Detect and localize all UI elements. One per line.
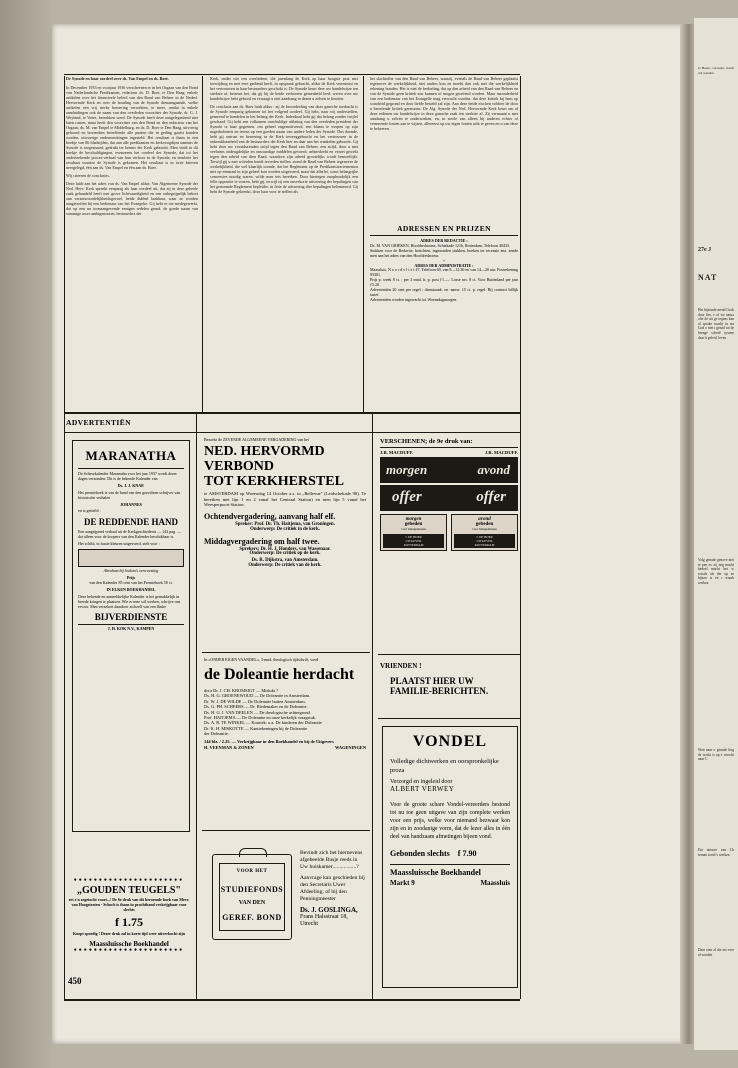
ad-afternoon-speaker-2: Ds. R. Dijkstra, van Amsterdam. <box>251 558 319 564</box>
cover-line-1: avond <box>478 517 491 522</box>
ad-shop: Maassluissche Boekhandel <box>390 868 481 877</box>
cover-line-1: morgen <box>405 517 422 522</box>
divider <box>370 235 518 236</box>
ad-line-2: PLAATST HIER UW <box>390 676 474 686</box>
paragraph: Kerk, onder wie een overledene, die jarenlang de Kerk op haar hoogste post met toewijding en met eere gediend heeft, in opspraak gebracht, aldus de Kerk verontrust en het vertrouwen in haar bestuurders geschokt is. De Synode keurt dere uw handelwijze ten sterkste af, betreurt het, dat gij bij de beide verhooren gemeubeld leed: weren over uw handelwijze hebt gebood en verraagt u niet aandrang in dezen u zelven te herzien. <box>210 76 358 101</box>
ad-vrienden[interactable] <box>380 662 518 696</box>
cover-imprint-2: UITGEVER <box>405 539 422 543</box>
ad-macduff[interactable] <box>380 438 518 551</box>
paragraph: De conclusie aan ds. Boer luidt aldus : zij de beoordeeling van deze ganeche toedracht is de Synode eenparig gekomen tot het volgend oordeel. Gij hebt, naar wij onderstellen, gemeend te handelen in het belang der Kerk. Inderdaad hebt gij dat belang zonder twijfel geschaad. Gij hebt een volkomen onschuldige uitlating van den overleden president der Synode te haar gegrenen, om geheel ongemotiveerd, een blaam te werpen op zijn nagedachtenis en terens op een goeden naam van andere leden der Synode. Dus doende, hebt gij ontrust en beroering in de Kerk teweeggebracht en het vertrouwen in de onkreukbaarheid van de bestuurders der Kerk hier en daar aan het wankelen gebracht. Gij hebt door uw voortdurenden strijd tegen den Raad van Beheer, een strijd, door u met veelaims ondeugdelijke en onwaardige middelen gevoerd, aehterdoeht en verzet gewekt tegen den arbeid van dien Raad, waardoor zijn arbeid grootelijks wordt bemoeilijkt. Terwijl gij u met wöórden kondt tevreden stellen, stond de Raad van Beheer tegenover de werkelijkheid, die wel klaarlijk toonde, dat het Reglement op de Predikantstractementen niet op eenmaal in zijn geheel kon worden uitgevoerd, maar dat allerlei, soms belangrijke conoessies noodig waren, wilde men iets bereiken. Door hiertegen onophoudelijk een felle oppositie te voeren, hebt gij, terwijl zij een onverkorte uitvoering der bepalingen van het genoemde Reglement bepleitbe, in feite de uitvoering dier bepalingen belemmerd. Gij hebt de Synode gekrenkt, door haar voor te stellen als <box>210 104 358 194</box>
facing-headline: NAT <box>698 273 718 282</box>
article-column-3 <box>370 76 518 131</box>
ad-contact-address: Frans Halsstraat 18, Utrecht <box>300 914 348 927</box>
cover-line-2: gebeden <box>475 522 494 527</box>
ad-banner-offer <box>380 485 518 511</box>
paragraph: In December 1935 en voorjaar 1936 verscheenen er in het Orgaan van den Bond van Nederlandsche Predikanten, redacteur ds. D. Boer, te Den Haag, enkele artikelen over het financieele beleid van den Raad van Beheer in de Nederl. Hervormde Kerk en over de houding van de Synode dienaangaande, welke artikelen een vrij sterke beroering verwekten, te meer, omdat in enkele aanduidingen ook de naam van den overleden voorzitter der Synode, dr. G. J. Weyland, te Veere, betrokken werd. De Synode heeft deze aangelegenheid niet laten rusten, maar heeft den voorzitter van den Bond en den redacteur van het Orgaan, ds. M. van Empel te Middelburg, en ds. D. Boer te Den Haag, uitvoerig gehoord en bovendien betreffende alle punten die in geding gaafst konden worden, uitvoerige ondermeokingen ingesteld. Het resultaat is thans in een boekje van 86 bladzijden, dat aan alle predikanten en kerkvoogdijen namens de Synode is toegestuurd, gedrukt ter kennis der Kerk gebracht. Men vindt in dit boekje de beschuldigingen, evenzeens het oordeel der Synode, dat tot het onderteekende proces-verbaal van hun verhoor in de Synode, en tenslotte het resultaat waartoe de Synode is gekomen. Het resultaat is in twee brieven neergelegd, één aan ds. Van Empel en één aan ds. Boer. <box>66 85 198 170</box>
dot-border-bottom: ●●●●●●●●●●●●●●●●●●●●●● <box>73 947 185 953</box>
ad-illustration <box>78 549 184 567</box>
ad-line: Ds. H. G. J. VAN DEELEN — De theologische achtergrond. <box>204 709 311 715</box>
ad-caption: Abraham bij Sodom's verwoesting <box>103 568 159 574</box>
box-line-2: STUDIEFONDS <box>220 885 284 894</box>
ad-line: Dr. W. J. DE WILDE — De Doleantie buiten Amsterdam. <box>204 698 306 704</box>
ad-title: VONDEL <box>412 733 488 750</box>
ad-afternoon-speaker: Sprekers: Dr. H. J. Honders, van Wassenaar. <box>239 546 331 552</box>
adressen-prijs: Prijs p. week 8 ct. ; per 3 mnd. fr. p. post ƒ1.—. Losse nrs. 8 ct. Voor Buitenland per jaar ƒ5.20. <box>370 277 518 288</box>
divider <box>78 624 184 625</box>
facing-paragraph: Ein nieuwe van Ch ternati tooid v werkza <box>698 848 734 857</box>
ad-line: der Doleantie. <box>204 731 229 737</box>
cover-line-3: voor huisgezinnen <box>472 527 497 531</box>
advertenties-label: ADVERTENTIËN <box>66 418 131 427</box>
ad-subtitle: DE REDDENDE HAND <box>83 517 178 528</box>
paragraph: Wij citeeren de conclusies. <box>66 173 110 178</box>
adressen-sub-redactie: ADRES DER REDACTIE : <box>420 238 468 243</box>
ad-vondel[interactable] <box>382 726 518 988</box>
ad-line: Aanvrage kan geschieden bij den Secretaris Uwer Afdeeling; of bij den Penningmeester <box>300 875 365 902</box>
bottom-divider <box>64 999 520 1001</box>
ad-publisher: H. VEENMAN & ZONEN <box>204 744 254 750</box>
ad-title-line2: TOT KERKHERSTEL <box>204 473 344 489</box>
facing-paragraph: Het bijzonde mend Gods door lies, e of we natuu olie de uit ge tegens kan al sprake tuurlij in sta God o niet t genad tot de brenge scheid system daar h geleid, leven <box>698 308 734 340</box>
ad-price-line: 144 blz. / 2.25. — Verkrijgbaar in den Boekhandel en bij de Uitgevers <box>204 738 334 744</box>
divider <box>378 654 520 655</box>
facing-issue-number: 27e J <box>698 247 712 253</box>
ad-publisher-city: WAGENINGEN <box>335 744 366 750</box>
book-left-edge <box>0 0 52 1068</box>
dot-border-top: ●●●●●●●●●●●●●●●●●●●●●● <box>73 878 185 883</box>
ad-studiefonds[interactable] <box>204 836 366 986</box>
divider <box>378 718 520 719</box>
ad-shop: Maassluissche Boekhandel <box>89 939 169 948</box>
ad-line-1: VRIENDEN ! <box>380 662 422 670</box>
ad-author-right: J.R. MACDUFF. <box>484 450 518 455</box>
page-number: 450 <box>68 976 82 986</box>
ad-price-label: Gebonden slechts <box>390 849 450 858</box>
newspaper-page <box>52 24 692 1044</box>
ad-publisher: J. H. KOK N.V., KAMPEN <box>107 626 155 632</box>
ad-body: Voor de groote schare Vondel-vereerders bestond tot nu toe geen uitgave van zijn complete werken voor een prijs, welke voor niemand bezwaar kon zijn en in zoodanige vorm, dat de lezer alles in één deel van handzaam afmetingen bijeen vond. <box>390 802 510 840</box>
adressen-deadline: Advertentiën worden ingewacht tot Woensdagmorgen. <box>370 296 458 302</box>
ad-location: te AMSTERDAM op Woensdag 14 October a.s. in „Bellevue" (Leidschekade 90). Te bereiken met lijn 1 en 2 vanaf het Centraal Station) en men lijn 5 vanaf het Weesperpoort Station. <box>204 490 366 508</box>
ad-text: De Scheurkalender Maranatha voor het jaar 1937 wordt dezer dagen verzonden. Dit is de bekende Kalender van <box>78 471 177 481</box>
article-column-2 <box>210 76 358 194</box>
book-cover-avond <box>451 514 518 551</box>
adressen-block <box>370 224 518 303</box>
divider <box>380 447 518 448</box>
ad-title: MARANATHA <box>85 448 177 463</box>
banner-word-morgen: morgen <box>386 462 428 477</box>
banner-word-offer-left: offer <box>392 489 422 505</box>
ad-morning-subject: Onderwerp: De critiek in de kerk. <box>250 526 320 532</box>
cover-line-3: voor huisgezinnen <box>401 527 426 531</box>
article-column-divider <box>202 76 203 412</box>
ad-title: de Doleantie herdacht <box>204 665 355 683</box>
ad-shop-city: Maassluis <box>480 879 510 887</box>
ad-line: Ds. G. PH. SCHEERS — Dr. Biedemaker en de Doleantie. <box>204 704 308 710</box>
ad-body <box>300 850 366 928</box>
ad-subtitle: Volledige dichtwerken en oorspronkelijke proza <box>390 758 499 774</box>
adressen-title: ADRESSEN EN PRIJZEN <box>397 224 491 233</box>
divider <box>78 468 184 469</box>
ad-author: JOHANNES <box>120 501 142 507</box>
collection-box-illustration <box>212 854 292 940</box>
cover-imprint-2: UITGEVER <box>476 539 493 543</box>
ad-line: Ds. H. G. GROENEWOUD — De Doleantie in Amsterdam. <box>204 693 311 699</box>
ad-maranatha[interactable] <box>72 440 190 832</box>
ad-text: Het schild, in fraaie kleuren uitgevoerd, stelt voor : <box>78 541 160 547</box>
facing-paragraph: Daar zien al die mi over al worden <box>698 948 734 957</box>
ad-pre: Bezoekt de ZEVENDE ALGEMEENE VERGADERING van het <box>204 437 310 442</box>
facing-page <box>694 18 738 1050</box>
article-column-1 <box>66 76 198 216</box>
top-divider <box>64 74 520 75</box>
book-cover-morgen <box>380 514 447 551</box>
ad-title: VERSCHENEN; de 9e druk van: <box>380 438 473 445</box>
divider <box>390 864 510 865</box>
adressen-sub-administratie: ADRES DER ADMINISTRATIE : <box>414 262 474 268</box>
ad-text: en is getiteld : <box>78 508 101 514</box>
ad-column-divider <box>196 414 197 999</box>
ad-title: „GOUDEN TEUGELS" <box>76 885 181 896</box>
ad-afternoon-subject: Onderwerp: De critiek op de kerk. <box>249 551 321 557</box>
ad-line: Dr. K. H. MISKOTTE — Kanttekeningen bij de Doleantie <box>204 725 308 731</box>
box-line-3: VAN DEN <box>238 900 266 906</box>
ad-morning-speaker: Spreker: Prof. Dr. Th. Haitjema, van Groningen. <box>235 521 335 527</box>
ad-price: van den Kalender 85 cent van het Premieboek 50 ct. <box>89 579 173 585</box>
ad-doleantie[interactable] <box>204 658 366 750</box>
adressen-redactie-body: Ds. M. VAN GRIEKEN, Hoofdredacteur, Schiekade 121b, Rotterdam, Telefoon 40433. <box>370 242 510 248</box>
cover-imprint-1: J. DE BOER <box>476 535 493 539</box>
banner-word-avond: avond <box>477 462 510 477</box>
article-header: De Synode en haar oordeel over ds. Van Empel en ds. Boer. <box>66 76 169 81</box>
cover-imprint-3: ROTTERDAM <box>403 543 424 547</box>
cover-imprint-1: J. DE BOER <box>405 535 422 539</box>
divider <box>202 652 370 653</box>
box-line-4: GEREF. BOND <box>222 913 282 922</box>
adressen-advertentie-tarief: Advertentiën 20 cent per regel ; dienstaanb. en -aanvr. 15 ct. p. regel. Bij contract billijk tarief. <box>370 287 518 297</box>
ad-editor-label: Verzorgd en ingeleid door <box>390 779 453 785</box>
ad-afternoon-subject-2: Onderwerp: De critiek van de kerk. <box>248 563 322 569</box>
cover-imprint-3: ROTTERDAM <box>474 543 495 547</box>
page-gutter <box>680 24 694 1044</box>
ad-afternoon-title: Middagvergadering om half twee. <box>204 536 320 546</box>
facing-paragraph: Volg genade genove niet te pen ev zij neg macht bedoel macht het w zooals als der op ze bijzon is en r waarb werkza <box>698 558 734 585</box>
adressen-adm-body: Maassluis, N o o r d v l i e t 47, Telefoon 69, van 8—12.30 en van 14—20 uur. Postrekening 93301. <box>370 267 518 278</box>
ad-price: f 1.75 <box>115 914 143 929</box>
facing-paragraph: Wan naar o genade ling de werks is op e verschi naar C <box>698 748 734 762</box>
adressen-plus: + <box>442 257 446 263</box>
ad-availability: IN ELKEN BOEKHANDEL <box>106 586 156 592</box>
ad-price-label: Prijs <box>126 574 136 580</box>
ad-pre: In »ONDER EIGEN VAANDEL«, 3-mnd. theologisch tijdschrift, werd <box>204 657 319 662</box>
ad-author: Ds. J. J. KNAP. <box>117 482 145 488</box>
cover-line-2: gebeden <box>404 522 423 527</box>
ad-line: door Dr. J. CH. KROMSIGT — Mislukt ? <box>204 687 279 693</box>
paragraph: het slachtoffer van den Raad van Beheer, waarzij, evenals de Raad van Beheer geplaatst tegenover de werkelijkheid, niet anders kon en moeht dan ook met die werkelijkheid rekening houden. Het is niet de bedoeling, dat op den arbeid van den Raad van Beheer en van de Synode geen kritiek zou kunnen of mogen geoefend worden. Maar inzonderheid van een bedienaar van het Evangelie mag verwacht worden, dat dere kritiek bij hem op waarheid gegrond en door liefde besteld zal zijn. Aan deze beide eischen voldoet de door u beoefende kritiek geenszins. De Alg. Synode der Ned. Hervormde Kerk keurt om al deze redenen uw handelwijze in deze ganache zaak ten sterkste af. Zij vermaant u met aandrang u zelven te onderzoeken, en, in steele van alleen bij anderen echter of vermeende fouten aan te wijzen, allereerst op uw eigen fouten acht te geven en u van deze te bekeeren. <box>370 76 518 131</box>
ad-morning-title: Ochtendvergadering, aanvang half elf. <box>204 511 336 521</box>
ad-title-line1: NED. HERVORMD VERBOND <box>204 443 325 474</box>
facing-note: O Heere, verander, houdt wij wenden <box>698 66 734 75</box>
box-line-1: VOOR HET <box>236 869 268 874</box>
ad-text: Deze bekende en aantrekkelijke Kalender is het gemakkelijk in breede kringen te plaatsen. Wie er mee wil werken, schrijve ons ervoor. Men verzekert daardoor zichzelf van een flinke <box>78 593 181 609</box>
ad-contact-name: Ds. J. GOSLINGA, <box>300 906 358 914</box>
ad-note: Koopt spoedig ! Dezer druk zal in korte tijd weer uitverkocht zijn <box>73 930 185 936</box>
ad-subtitle: BIJVERDIENSTE <box>94 612 168 623</box>
ad-editor: ALBERT VERWEY <box>390 785 455 793</box>
ad-shop-address: Markt 9 <box>390 879 415 887</box>
ad-text: zet z'n zegetocht voort...! De 6e druk van dit beroemde boek van Mevr. van Hoogstraten - Schoch is thans in prachtband verkrijgbaar voor slechts <box>68 897 190 912</box>
handle-icon <box>239 848 267 857</box>
ad-text: Een aangrijpend verhaal uit de Kerkgeschiedenis — 142 pag. — dat alleen voor de koopers van den Kalender beschikbaar is. <box>78 529 182 540</box>
adressen-redactie-note: Stukken voor de Redactie, berichten, ingezonden stukken, boeken ter recensie enz. zende men aan het adres van den Hoofdredacteur. <box>370 247 518 258</box>
section-divider <box>64 412 520 414</box>
ad-text: Het premieboek is van de hand van den gezochten schrijver van historische verhalen <box>78 489 181 500</box>
banner-word-offer-right: offer <box>476 489 506 505</box>
ad-column-divider <box>372 414 373 999</box>
ad-line: Ds. A. B. TE WINKEL — Kroniek: o.a. De kinderen der Doleantie <box>204 720 322 726</box>
ad-kerkherstel[interactable] <box>204 438 366 569</box>
divider <box>64 432 520 433</box>
paragraph: Deze luidt aan het adres van ds. Van Empel aldus: Van Algemeene Synode der Ned. Herv. Kerk spreekt eenparig als haar oordeel uit, dat zij in dere geheele zaak gehandeld heeft met grove lichtvaardigheid en een onbegrijpelijk bekort aan verantwoordelijkheidsgevoel, beide dubbel laakbaar, waar ze worden aangetroffen bij een bedienaar van het Evangelie. Gij hebt er toe medegewerkt, dat op een nu toonaangevende eenigen redelen grond, de goede naam van sommige uwer ambtgenooten, bestuurders der <box>66 181 198 216</box>
divider <box>202 830 370 831</box>
ad-line: Bevindt zich het hiernevens afgebeelde Busje reeds in Uw huiskamer.................? <box>300 850 363 870</box>
article-column-divider <box>363 76 364 412</box>
ad-author-left: J.R. MACDUFF. <box>380 450 414 455</box>
ad-banner-morgen-avond <box>380 457 518 483</box>
ad-line: Prof. HAITJEMA — De Doleantie en onze kerkelijk vraagstuk. <box>204 714 316 720</box>
page-edge-divider <box>520 76 521 999</box>
ad-price: f 7.90 <box>457 849 477 858</box>
ad-gouden-teugels[interactable] <box>68 878 190 953</box>
ad-line-3: FAMILIE-BERICHTEN. <box>390 686 489 696</box>
page-edge-divider <box>64 76 65 999</box>
